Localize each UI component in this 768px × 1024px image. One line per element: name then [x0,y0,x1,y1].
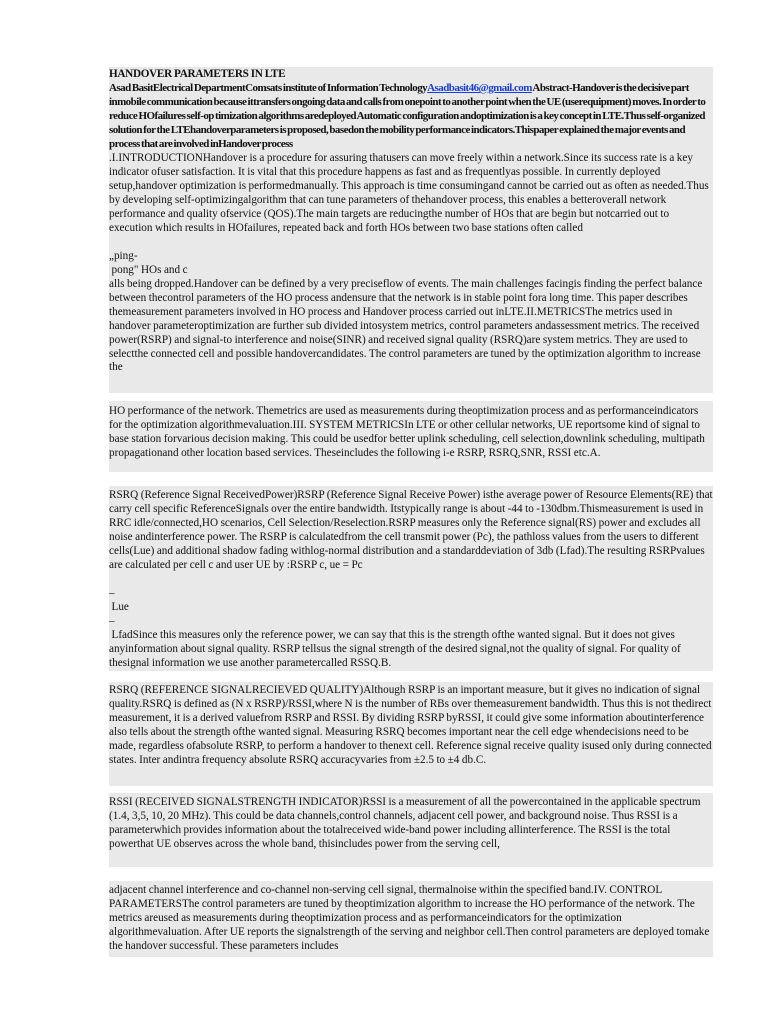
formula-dash: – [109,587,115,599]
author-line: Asad BasitElectrical DepartmentComsats institute of Information Technology [109,82,428,94]
lfad-paragraph: LfadSince this measures only the reference power, we can say that this is the strength ofthe wanted signal. But it does not gives anyinformation about signal quality. RSRP tellsus the signal strength of the desired signal,not the quality of signal. For quality of thesignal information we use another parametercalled RSSQ.B. [109,629,684,669]
metrics-paragraph: alls being dropped.Handover can be defined by a very preciseflow of events. The main challenges facingis finding the perfect balance between thecontrol parameters of the HO process andensure that the network is in stable point fora long time. This paper describes themeasurement parameters involved in HO process and Handover process carried out inLTE.II.METRICSThe metrics used in handover parameteroptimization are further sub divided intosystem metrics, control parameters andassessment metrics. The received power(RSRP) and signal-to interference and noise(SINR) and received signal quality (RSRQ)are system metrics. They are used to selectthe connected cell and possible handovercandidates. The control parameters are tuned by the optimization algorithm to increase the [109,278,705,374]
document-page [109,0,716,1024]
formula-lue: Lue [109,601,129,613]
abstract-paragraph [109,82,713,152]
control-parameters-paragraph: adjacent channel interference and co-channel non-serving cell signal, thermalnoise within the specified band.IV. CONTROL PARAMETERSThe control parameters are tuned by theoptimization algorithm to increase the HO performance of the network. The metrics areused as measurements during theoptimization process and as performanceindicators for the optimization algorithmevaluation. After UE reports the signalstrength of the serving and neighbor cell.Then control parameters are deployed tomake the handover successful. These parameters includes [109,884,712,952]
abstract-text: Abstract-Handover is the decisive part inmobile communication because ittransfers ongoing data and calls from onepoint to another point when the UE (userequipment) moves. In order to reduce HOfailures self-op timization algorithms aredeployed Automatic configuration andoptimization is a key concept in LTE.Thus self-organized solution for the LTEhandoverparameters is proposed, basedon the mobility performance indicators.Thispaper explained the major events and process that are involved inHandover process [109,82,707,150]
rsrp-paragraph: RSRQ (Reference Signal ReceivedPower)RSRP (Reference Signal Receive Power) isthe average power of Resource Elements(RE) that carry cell specific ReferenceSignals over the entire bandwidth. Itstypically range is about -44 to -130dbm.Thismeasurement is used in RRC idle/connected,HO scenarios, Cell Selection/Reselection.RSRP measures only the Reference signal(RS) power and excludes all noise andinterference power. The RSRP is calculatedfrom the cell transmit power (Pc), the pathloss values from the users to different cells(Lue) and additional shadow fading withlog-normal distribution and a standarddeviation of 3db (Lfad).The resulting RSRPvalues are calculated per cell c and user UE by :RSRP c, ue = Pc [109,489,716,571]
paper-title: HANDOVER PARAMETERS IN LTE [109,68,286,80]
author-email-link[interactable]: Asadbasit46@gmail.com [427,82,532,94]
ping-line: „ping- [109,250,138,262]
system-metrics-paragraph: HO performance of the network. Themetrics are used as measurements during theoptimization process and as performanceindicators for the optimization algorithmevaluation.III. SYSTEM METRICSIn LTE or other cellular networks, UE reportsome kind of signal to base station forvarious decision making. This could be usedfor better uplink scheduling, cell selection,downlink scheduling, multipath propagationand other location based services. Theseincludes the following i-e RSRP, RSRQ,SNR, RSSI etc.A. [109,405,708,459]
introduction-paragraph: .I.INTRODUCTIONHandover is a procedure for assuring thatusers can move freely within a network.Since its success rate is a key indicator ofuser satisfaction. It is vital that this procedure happens as fast and as frequentlyas possible. In currently deployed setup,handover optimization is performedmanually. This approach is time consumingand cannot be carried out as often as needed.Thus by developing self-optimizingalgorithm that can tune parameters of thehandover process, this enables a betteroverall network performance and quality ofservice (QOS).The main targets are reducingthe number of HOs that are begin but notcarried out to execution which results in HOfailures, repeated back and forth HOs between two base stations often called [109,152,712,234]
rssi-paragraph: RSSI (RECEIVED SIGNALSTRENGTH INDICATOR)RSSI is a measurement of all the powercontained in the applicable spectrum (1.4, 3,5, 10, 20 MHz). This could be data channels,control channels, adjacent cell power, and background noise. Thus RSSI is a parameterwhich provides information about the totalreceived wide-band power including allinterference. The RSSI is the total powerthat UE observes across the whole band, thisincludes power from the serving cell, [109,796,704,850]
rsrq-paragraph: RSRQ (REFERENCE SIGNALRECIEVED QUALITY)Although RSRP is an important measure, but it gives no indication of signal quality.RSRQ is defined as (N x RSRP)/RSSI,where N is the number of RBs over themeasurement bandwidth. Thus this is not thedirect measurement, it is a derived valuefrom RSRP and RSSI. By dividing RSRP byRSSI, it could give some information aboutinterference also tells about the strength ofthe wanted signal. Measuring RSRQ becomes important near the cell edge whendecisions need to be made, regardless ofabsolute RSRP, to perform a handover to thenext cell. Reference signal receive quality isused only during connected states. Inter andintra frequency absolute RSRQ accuracyvaries from ±2.5 to ±4 db.C. [109,684,715,766]
formula-dash: – [109,615,115,627]
pong-line: pong" HOs and c [109,264,188,276]
